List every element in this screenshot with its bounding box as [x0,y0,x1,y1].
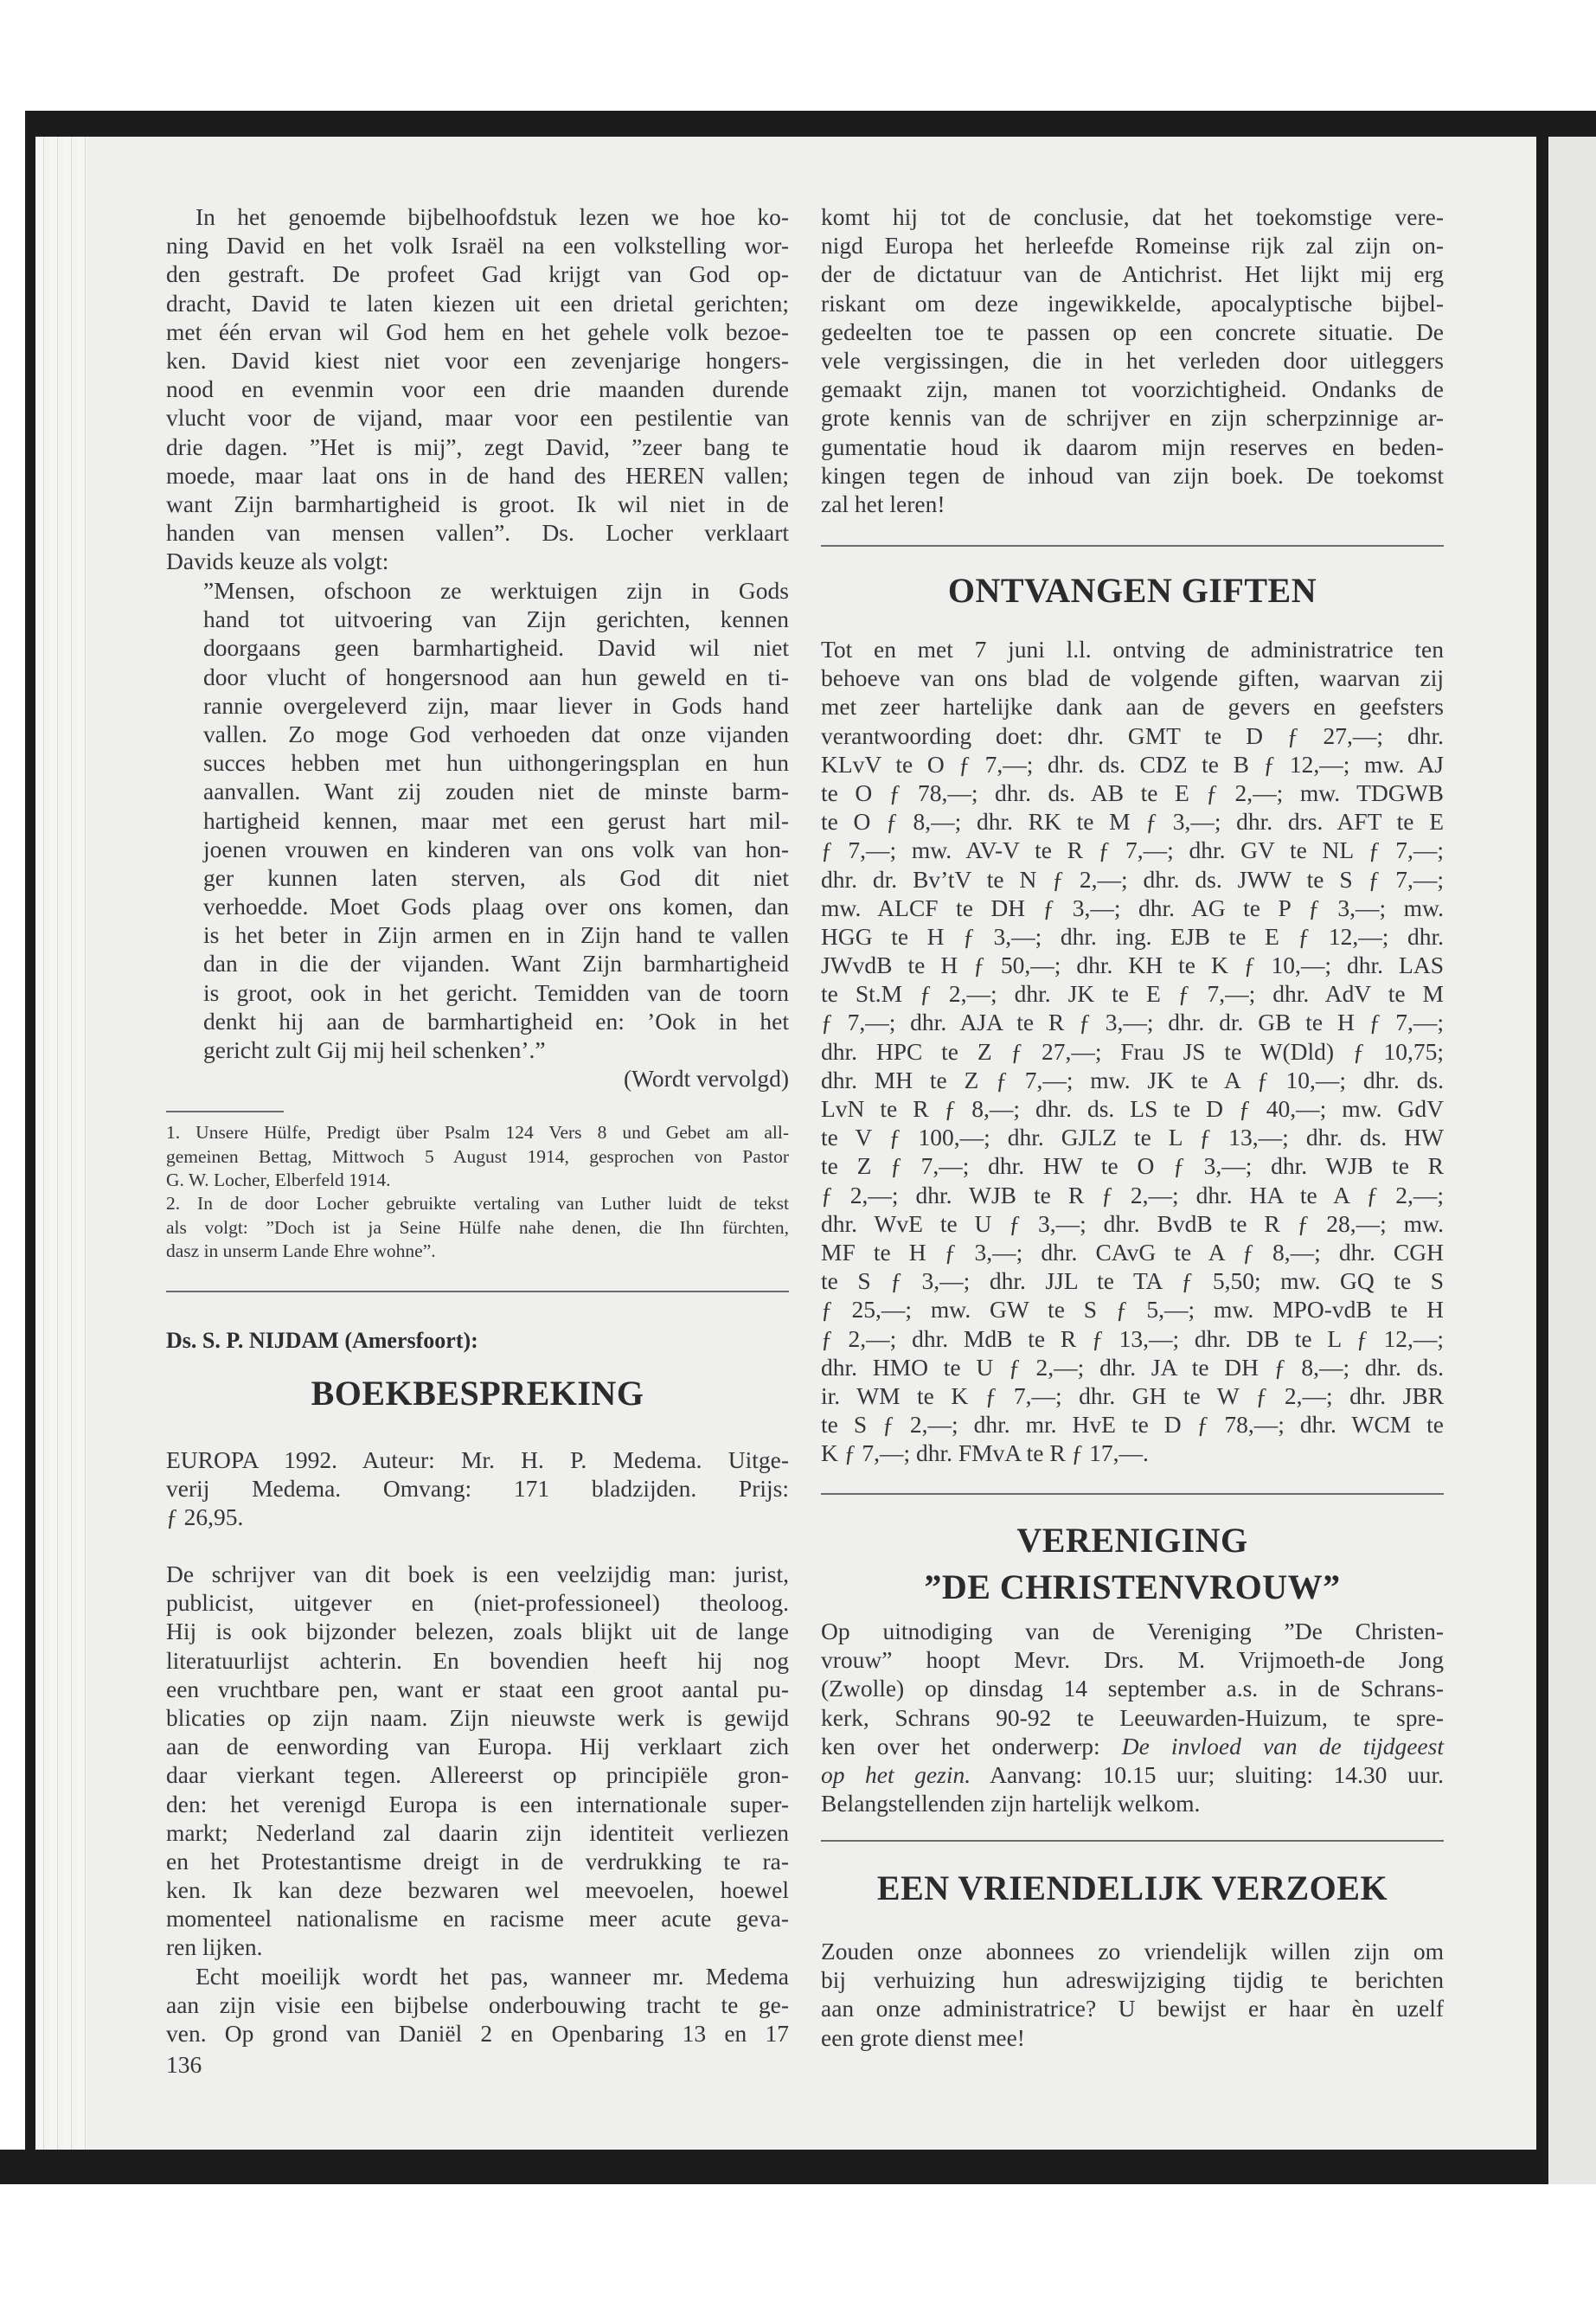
text-line: ƒ 2,—; dhr. MdB te R ƒ 13,—; dhr. DB te L ƒ 12,—; [821,1324,1444,1352]
text-line: dhr. WvE te U ƒ 3,—; dhr. BvdB te R ƒ 28,—; mw. [821,1209,1444,1237]
request-paragraph [821,1937,1444,2052]
italic-text: op het gezin. [821,1760,971,1788]
text-line: te S ƒ 2,—; dhr. mr. HvE te D ƒ 78,—; dhr. WCM te [821,1411,1444,1439]
text-line: ƒ 7,—; mw. AV-V te R ƒ 7,—; dhr. GV te NL ƒ 7,—; [821,836,1444,864]
text-line: Zouden onze abonnees zo vriendelijk willen zijn om [821,1938,1444,1965]
text-line: met één ervan wil God hem en het gehele volk bezoe- [166,317,789,345]
article-intro-paragraph [166,202,789,575]
text-line: ƒ 7,—; dhr. AJA te R ƒ 3,—; dhr. dr. GB te H ƒ 7,—; [821,1009,1444,1036]
text-line: ”Mensen, ofschoon ze werktuigen zijn in Gods [203,577,789,604]
text-line: 1. Unsere Hülfe, Predigt über Psalm 124 Vers 8 und Gebet am all- [166,1122,789,1143]
text-line: gericht zult Gij mij heil schenken’.” [203,1036,546,1063]
scan-border-right [1536,130,1548,2184]
text-line: dracht, David te laten kiezen uit een drietal gerichten; [166,289,789,317]
footnote-1 [166,1121,789,1193]
text-line: der de dictatuur van de Antichrist. Het lijkt mij erg [821,260,1444,288]
review-heading: BOEKBESPREKING [311,1374,644,1413]
text-line: verij Medema. Omvang: 171 bladzijden. Prijs: [166,1475,789,1503]
footnote-2 [166,1192,789,1264]
text-line: handen van mensen vallen”. Ds. Locher verklaart [166,519,789,547]
text-line: Op uitnodiging van de Vereniging ”De Christen- [821,1618,1444,1644]
text-line: ƒ 2,—; dhr. WJB te R ƒ 2,—; dhr. HA te A ƒ 2,—; [821,1181,1444,1208]
text-line: ger kunnen laten sterven, als God dit niet [203,863,789,891]
article-quote-block [203,576,789,1064]
text-line: In het genoemde bijbelhoofdstuk lezen we hoe ko- [195,203,789,230]
text-line: EUROPA 1992. Auteur: Mr. H. P. Medema. Uitge- [166,1446,789,1473]
text-line: markt; Nederland zal daarin zijn identiteit verliezen [166,1818,789,1846]
page-stack-edge [35,137,87,2150]
book-details [166,1445,789,1532]
text-line: hartigheid kennen, maar met een gerust hart mil- [203,806,789,834]
text-line: joenen vrouwen en kinderen van ons volk van hon- [203,835,789,862]
text-line: doorgaans geen barmhartigheid. David wil niet [203,634,789,662]
text-line: als volgt: ”Doch ist ja Seine Hülfe nahe denen, die Ihn fürchten, [166,1216,789,1238]
text-line: De schrijver van dit boek is een veelzijdig man: jurist, [166,1561,789,1587]
text-line: (Zwolle) op dinsdag 14 september a.s. in de Schrans- [821,1675,1444,1702]
text-line: aan onze administratrice? U bewijst er haar èn uzelf [821,1995,1444,2022]
text-line: LvN te R ƒ 8,—; dhr. ds. LS te D ƒ 40,—; mw. GdV [821,1095,1444,1122]
text-line: vrouw” hoopt Mevr. Drs. M. Vrijmoeth-de Jong [821,1646,1444,1674]
gifts-heading: ONTVANGEN GIFTEN [947,571,1317,610]
association-heading-line2: ”DE CHRISTENVROUW” [924,1567,1341,1606]
text-line: ƒ 26,95. [166,1503,244,1531]
text-line: HGG te H ƒ 3,—; dhr. ing. EJB te E ƒ 12,—; dhr. [821,922,1444,950]
text-line: moede, maar laat ons in de hand des HEREN vallen; [166,461,789,489]
text-segment: ken over het onderwerp: [821,1732,1122,1759]
text-line: Tot en met 7 juni l.l. ontving de administratrice ten [821,636,1444,663]
text-line: publicist, uitgever en (niet-professioneel) theoloog. [166,1589,789,1617]
text-line: gedeelten toe te passen op een concrete situatie. De [821,317,1444,345]
text-line: te O ƒ 78,—; dhr. ds. AB te E ƒ 2,—; mw. TDGWB [821,779,1444,806]
text-line: dasz in unserm Lande Ehre wohne”. [166,1240,436,1261]
text-line: daar vierkant tegen. Allereerst op principiële gron- [166,1761,789,1789]
text-line: te Z ƒ 7,—; dhr. HW te O ƒ 3,—; dhr. WJB te R [821,1152,1444,1180]
text-line: te V ƒ 100,—; dhr. GJLZ te L ƒ 13,—; dhr. ds. HW [821,1124,1444,1151]
text-line [821,1732,1444,1760]
text-line: aan de eenwording van Europa. Hij verklaart zich [166,1733,789,1760]
review-paragraph-1 [166,1560,789,1962]
text-line: is het beter in Zijn armen en in Zijn hand te vallen [203,921,789,949]
text-line: ven. Op grond van Daniël 2 en Openbaring 13 en 17 [166,2020,789,2048]
text-line: is groot, ook in het gericht. Temidden van de toorn [203,978,789,1006]
association-heading-line1: VERENIGING [1016,1521,1248,1560]
text-segment: Aanvang: 10.15 uur; sluiting: 14.30 uur. [971,1760,1444,1788]
review-author: Ds. S. P. NIJDAM (Amersfoort): [166,1328,478,1353]
text-line: door vlucht of hongersnood aan hun geweld en ti- [203,663,789,690]
text-line: te S ƒ 3,—; dhr. JJL te TA ƒ 5,50; mw. GQ te S [821,1267,1444,1295]
text-line: K ƒ 7,—; dhr. FMvA te R ƒ 17,—. [821,1439,1149,1467]
text-line: dan in die der vijanden. Want Zijn barmhartigheid [203,950,789,977]
text-line: gemaakt zijn, manen tot voorzichtigheid. Ondanks de [821,375,1444,403]
text-line: momenteel nationalisme en racisme meer acute geva- [166,1905,789,1932]
gifts-list [821,635,1444,1467]
text-line: vlucht voor de vijand, maar voor een pestilentie van [166,404,789,432]
text-line: ir. WM te K ƒ 7,—; dhr. GH te W ƒ 2,—; dhr. JBR [821,1381,1444,1409]
text-line: literatuurlijst achterin. En bovendien heeft hij nog [166,1646,789,1674]
text-line [821,1760,1444,1789]
text-line: ken. David kiest niet voor een zevenjarige hongers- [166,346,789,374]
association-announcement [821,1617,1444,1817]
text-line: blicaties op zijn naam. Zijn nieuwste werk is gewijd [166,1703,789,1731]
text-line: den: het verenigd Europa is een internationale super- [166,1790,789,1817]
italic-text: De invloed van de tijdgeest [1121,1732,1444,1759]
text-line: te O ƒ 8,—; dhr. RK te M ƒ 3,—; dhr. drs. AFT te E [821,808,1444,836]
text-line: kingen tegen de inhoud van zijn boek. De toekomst [821,461,1444,489]
text-line: bij verhuizing hun adreswijziging tijdig te berichten [821,1966,1444,1994]
text-line: mw. ALCF te DH ƒ 3,—; dhr. AG te P ƒ 3,—; mw. [821,894,1444,921]
text-line: rannie overgeleverd zijn, maar liever in Gods hand [203,691,789,719]
text-line: en het Protestantisme dreigt in de verdrukking te ra- [166,1847,789,1875]
text-line: ƒ 25,—; mw. GW te S ƒ 5,—; mw. MPO-vdB te H [821,1296,1444,1324]
text-line: MF te H ƒ 3,—; dhr. CAvG te A ƒ 8,—; dhr. CGH [821,1238,1444,1266]
section-divider [821,1840,1444,1842]
review-continuation [821,202,1444,518]
text-line: ning David en het volk Israël na een volkstelling wor- [166,232,789,260]
text-line: Hij is ook bijzonder belezen, zoals blijkt uit de lange [166,1618,789,1645]
scan-border-top [25,111,1596,137]
text-line: kerk, Schrans 90-92 te Leeuwarden-Huizum, te spre- [821,1703,1444,1731]
text-line: denkt hij aan de barmhartigheid en: ’Ook in het [203,1007,789,1035]
text-line: KLvV te O ƒ 7,—; dhr. ds. CDZ te B ƒ 12,—; mw. AJ [821,750,1444,778]
section-divider [821,1493,1444,1495]
text-line: komt hij tot de conclusie, dat het toekomstige vere- [821,203,1444,230]
text-line: ken. Ik kan deze bezwaren wel meevoelen, hoewel [166,1876,789,1904]
text-line: behoeve van ons blad de volgende giften, waarvan zij [821,664,1444,692]
text-line: te St.M ƒ 2,—; dhr. JK te E ƒ 7,—; dhr. AdV te M [821,980,1444,1008]
request-heading: EEN VRIENDELIJK VERZOEK [876,1868,1388,1907]
section-divider [821,545,1444,547]
page-number: 136 [166,2051,202,2078]
text-line: aanvallen. Want zij zouden niet de minste barm- [203,778,789,805]
text-line: dhr. MH te Z ƒ 7,—; mw. JK te A ƒ 10,—; dhr. ds. [821,1066,1444,1093]
text-line: Davids keuze als volgt: [166,548,389,575]
text-line: succes hebben met hun uithongeringsplan en hun [203,749,789,777]
to-be-continued: (Wordt vervolgd) [624,1065,789,1092]
scan-border-bottom [0,2150,1548,2184]
text-line: drie dagen. ”Het is mij”, zegt David, ”zeer bang te [166,433,789,460]
text-line: nigd Europa het herleefde Romeinse rijk zal zijn on- [821,232,1444,260]
text-line: dhr. dr. Bv’tV te N ƒ 2,—; dhr. ds. JWW te S ƒ 7,—; [821,865,1444,893]
text-line: want Zijn barmhartigheid is groot. Ik wil niet in de [166,490,789,517]
text-line: dhr. HMO te U ƒ 2,—; dhr. JA te DH ƒ 8,—; dhr. ds. [821,1353,1444,1381]
text-line: JWvdB te H ƒ 50,—; dhr. KH te K ƒ 10,—; dhr. LAS [821,952,1444,979]
text-line: gemeinen Bettag, Mittwoch 5 August 1914, gesprochen von Pastor [166,1145,789,1167]
text-line: een grote dienst mee! [821,2023,1025,2051]
scan-border-left [25,111,35,2184]
text-line: een vruchtbare pen, want er staat een groot aantal pu- [166,1675,789,1702]
text-line: verhoedde. Moet Gods plaag over ons komen, dan [203,893,789,920]
text-line: aan zijn visie een bijbelse onderbouwing tracht te ge- [166,1991,789,2019]
text-line: ren lijken. [166,1933,263,1961]
text-line: Echt moeilijk wordt het pas, wanneer mr. Medema [195,1963,789,1990]
scan-margin-right [1548,137,1596,2184]
text-line: met zeer hartelijke dank aan de gevers en geefsters [821,693,1444,721]
text-line: vallen. Zo moge God verhoeden dat onze vijanden [203,720,789,747]
text-line: Belangstellenden zijn hartelijk welkom. [821,1790,1201,1817]
text-line: gumentatie houd ik daarom mijn reserves en beden- [821,433,1444,460]
section-divider [166,1291,789,1292]
footnote-divider [166,1111,284,1112]
text-line: dhr. HPC te Z ƒ 27,—; Frau JS te W(Dld) ƒ 10,75; [821,1037,1444,1065]
text-line: den gestraft. De profeet Gad krijgt van God op- [166,260,789,288]
text-line: G. W. Locher, Elberfeld 1914. [166,1170,391,1190]
review-paragraph-2 [166,1962,789,2048]
text-line: grote kennis van de schrijver en zijn scherpzinnige ar- [821,404,1444,432]
text-line: hand tot uitvoering van Zijn gerichten, kennen [203,606,789,633]
text-line: vele vergissingen, die in het verleden door uitleggers [821,346,1444,374]
text-line: riskant om deze ingewikkelde, apocalyptische bijbel- [821,289,1444,317]
text-line: zal het leren! [821,490,945,517]
text-line: 2. In de door Locher gebruikte vertaling van Luther luidt de tekst [166,1193,789,1214]
text-line: verantwoording doet: dhr. GMT te D ƒ 27,—; dhr. [821,721,1444,749]
text-line: nood en evenmin voor een drie maanden durende [166,375,789,403]
